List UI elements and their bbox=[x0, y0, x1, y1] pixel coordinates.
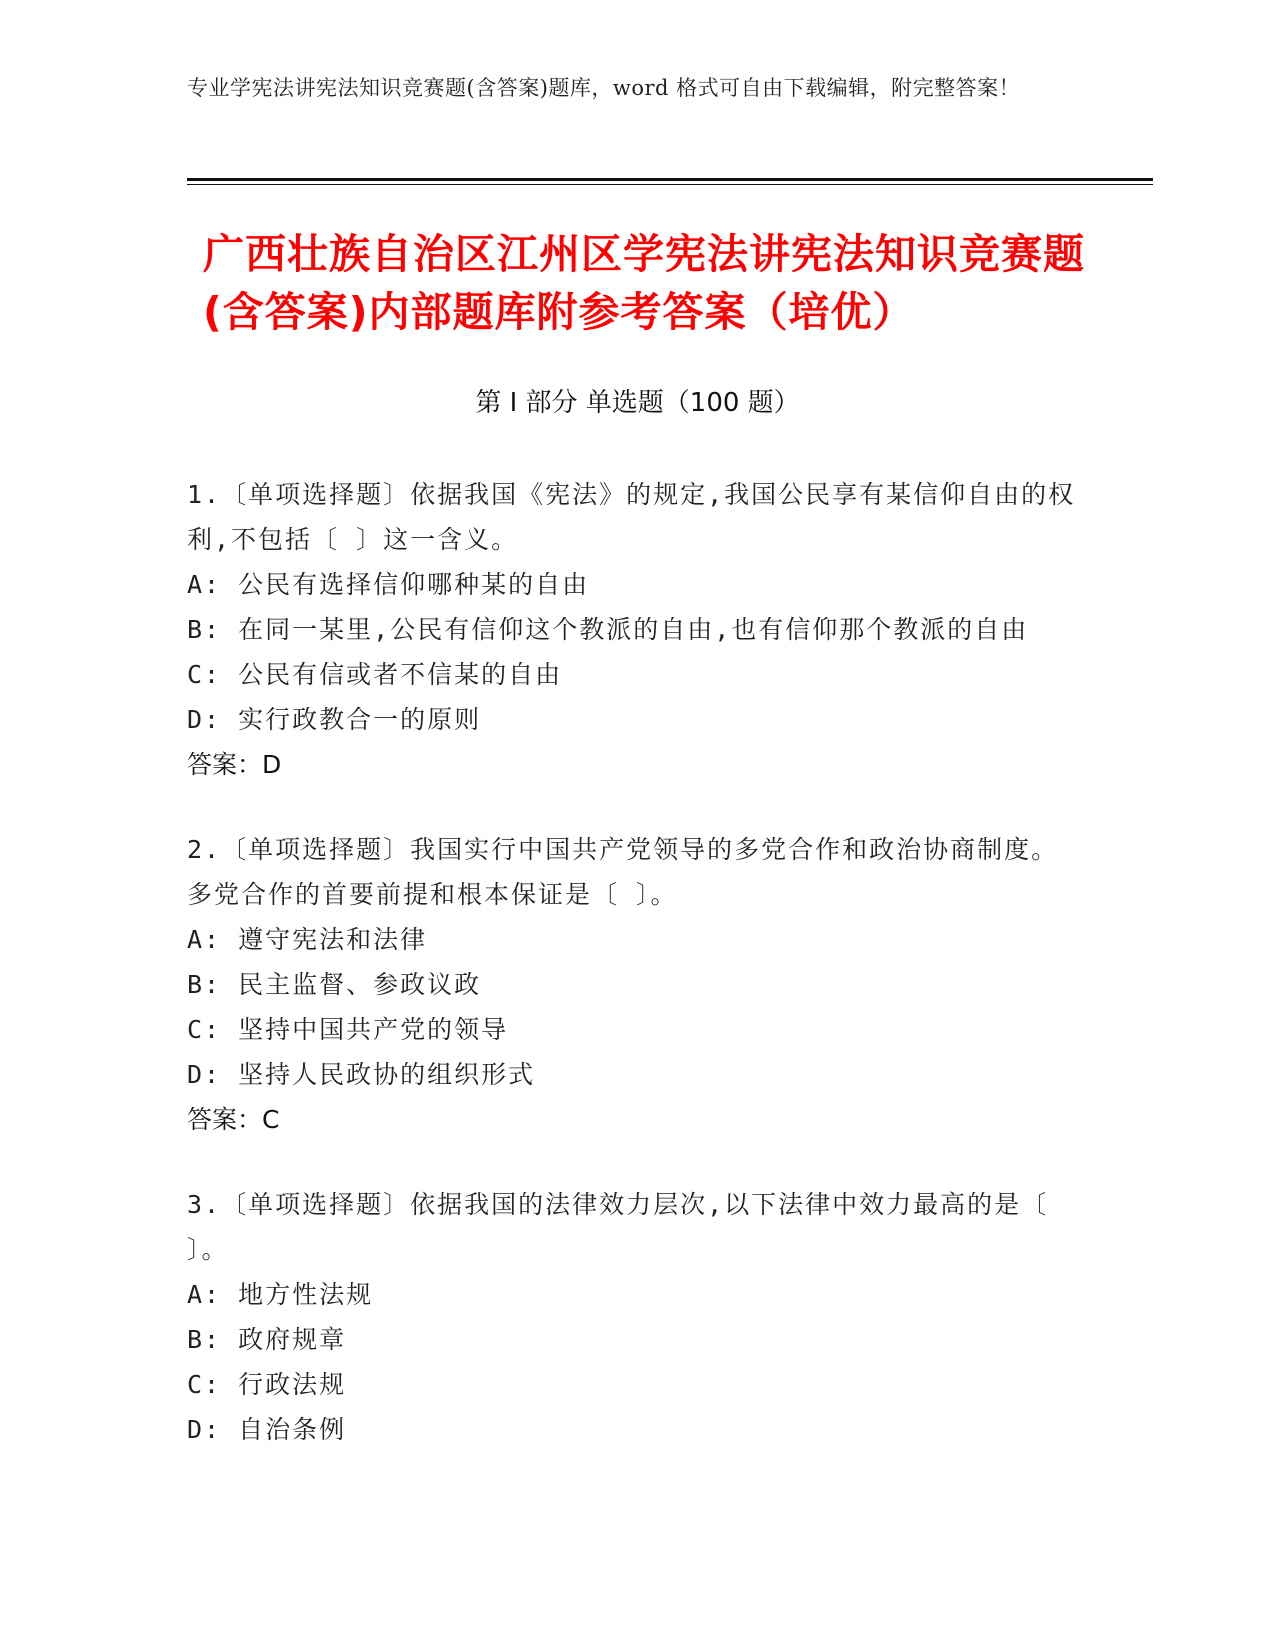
option-d: D: 实行政教合一的原则 bbox=[187, 705, 482, 734]
answer: 答案：C bbox=[187, 1105, 280, 1134]
header-note: 专业学宪法讲宪法知识竞赛题(含答案)题库，word 格式可自由下载编辑，附完整答案！ bbox=[187, 76, 1021, 100]
option-a: A: 地方性法规 bbox=[187, 1280, 374, 1309]
question-3 bbox=[187, 1182, 1087, 1452]
option-a: A: 公民有选择信仰哪种某的自由 bbox=[187, 570, 590, 599]
question-stem: 3.〔单项选择题〕依据我国的法律效力层次,以下法律中效力最高的是〔 〕。 bbox=[187, 1190, 1049, 1264]
option-d: D: 坚持人民政协的组织形式 bbox=[187, 1060, 536, 1089]
section-title: 第 I 部分 单选题（100 题） bbox=[475, 388, 800, 418]
header-rule-thick bbox=[187, 178, 1153, 181]
question-list bbox=[187, 472, 1087, 1492]
option-d: D: 自治条例 bbox=[187, 1415, 347, 1444]
option-c: C: 行政法规 bbox=[187, 1370, 347, 1399]
question-2 bbox=[187, 827, 1087, 1142]
document-title: 广西壮族自治区江州区学宪法讲宪法知识竞赛题(含答案)内部题库附参考答案（培优） bbox=[203, 230, 1085, 336]
question-stem: 1.〔单项选择题〕依据我国《宪法》的规定,我国公民享有某信仰自由的权利,不包括〔 〕这一含义。 bbox=[187, 480, 1076, 554]
header-rule-thin bbox=[187, 184, 1153, 185]
option-b: B: 民主监督、参政议政 bbox=[187, 970, 482, 999]
question-1 bbox=[187, 472, 1087, 787]
option-c: C: 公民有信或者不信某的自由 bbox=[187, 660, 563, 689]
option-b: B: 政府规章 bbox=[187, 1325, 347, 1354]
option-b: B: 在同一某里,公民有信仰这个教派的自由,也有信仰那个教派的自由 bbox=[187, 615, 1029, 644]
question-stem: 2.〔单项选择题〕我国实行中国共产党领导的多党合作和政治协商制度。多党合作的首要前提和根本保证是〔 〕。 bbox=[187, 835, 1059, 909]
option-c: C: 坚持中国共产党的领导 bbox=[187, 1015, 509, 1044]
option-a: A: 遵守宪法和法律 bbox=[187, 925, 428, 954]
answer: 答案：D bbox=[187, 750, 282, 779]
